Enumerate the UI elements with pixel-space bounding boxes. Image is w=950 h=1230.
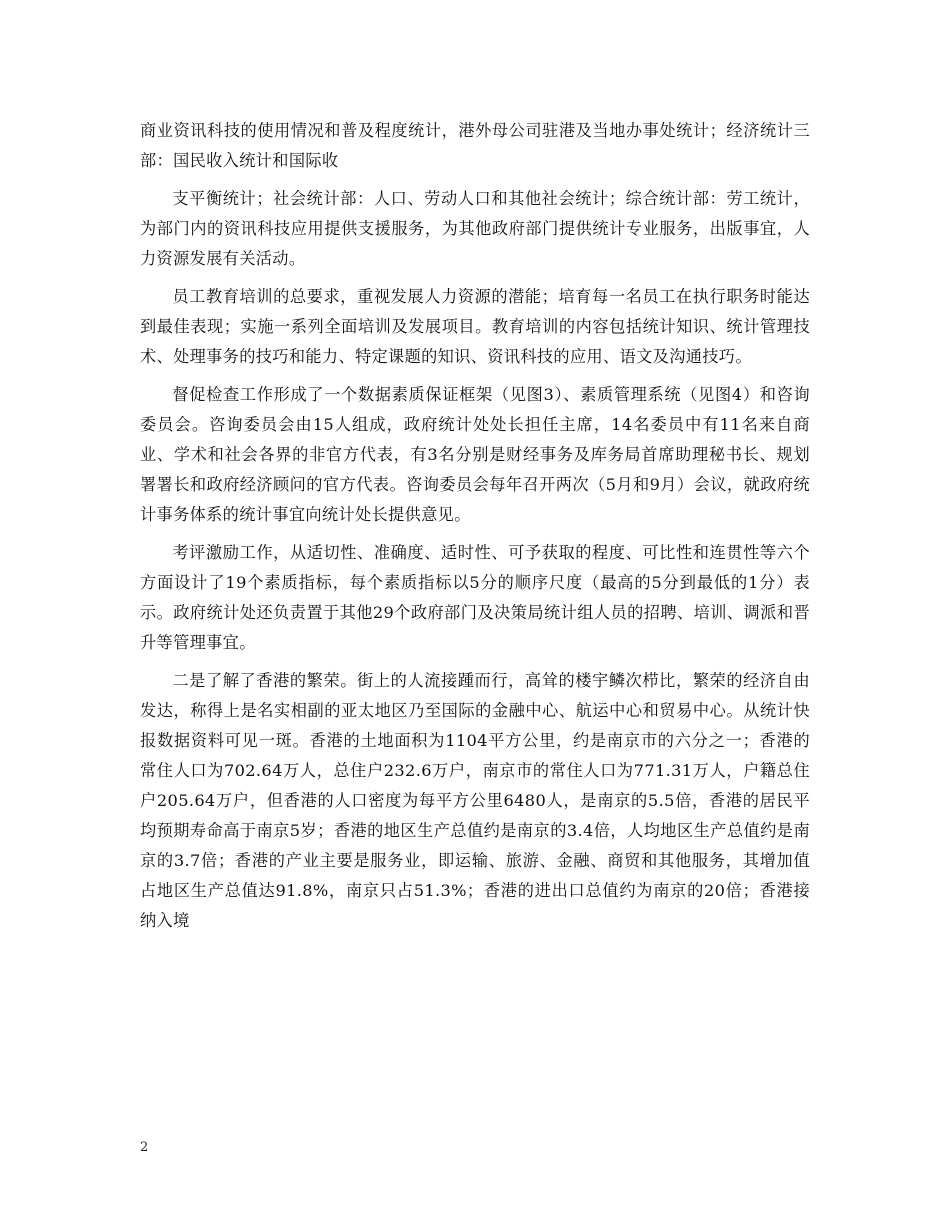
document-body	[140, 116, 810, 944]
paragraph-5: 考评激励工作，从适切性、准确度、适时性、可予获取的程度、可比性和连贯性等六个方面设计了19个素质指标，每个素质指标以5分的顺序尺度（最高的5分到最低的1分）表示。政府统计处还负责置于其他29个政府部门及决策局统计组人员的招聘、培训、调派和晋升等管理事宜。	[140, 543, 810, 652]
paragraph-1: 商业资讯科技的使用情况和普及程度统计，港外母公司驻港及当地办事处统计；经济统计三部：国民收入统计和国际收	[140, 121, 810, 170]
paragraph-4: 督促检查工作形成了一个数据素质保证框架（见图3）、素质管理系统（见图4）和咨询委员会。咨询委员会由15人组成，政府统计处处长担任主席，14名委员中有11名来自商业、学术和社会各界的非官方代表，有3名分别是财经事务及库务局首席助理秘书长、规划署署长和政府经济顾问的官方代表。咨询委员会每年召开两次（5月和9月）会议，就政府统计事务体系的统计事宜向统计处长提供意见。	[140, 385, 810, 524]
paragraph-3: 员工教育培训的总要求，重视发展人力资源的潜能；培育每一名员工在执行职务时能达到最佳表现；实施一系列全面培训及发展项目。教育培训的内容包括统计知识、统计管理技术、处理事务的技巧和能力、特定课题的知识、资讯科技的应用、语文及沟通技巧。	[140, 287, 810, 366]
page-number: 2	[140, 1140, 149, 1155]
paragraph-2: 支平衡统计；社会统计部：人口、劳动人口和其他社会统计；综合统计部：劳工统计，为部门内的资讯科技应用提供支援服务，为其他政府部门提供统计专业服务，出版事宜，人力资源发展有关活动。	[140, 189, 810, 268]
paragraph-6: 二是了解了香港的繁荣。街上的人流接踵而行，高耸的楼宇鳞次栉比，繁荣的经济自由发达，称得上是名实相副的亚太地区乃至国际的金融中心、航运中心和贸易中心。从统计快报数据资料可见一斑。香港的土地面积为1104平方公里，约是南京市的六分之一；香港的常住人口为702.64万人，总住户232.6万户，南京市的常住人口为771.31万人，户籍总住户205.64万户，但香港的人口密度为每平方公里6480人，是南京的5.5倍，香港的居民平均预期寿命高于南京5岁；香港的地区生产总值约是南京的3.4倍，人均地区生产总值约是南京的3.7倍；香港的产业主要是服务业，即运输、旅游、金融、商贸和其他服务，其增加值占地区生产总值达91.8%，南京只占51.3%；香港的进出口总值约为南京的20倍；香港接纳入境	[140, 671, 810, 930]
